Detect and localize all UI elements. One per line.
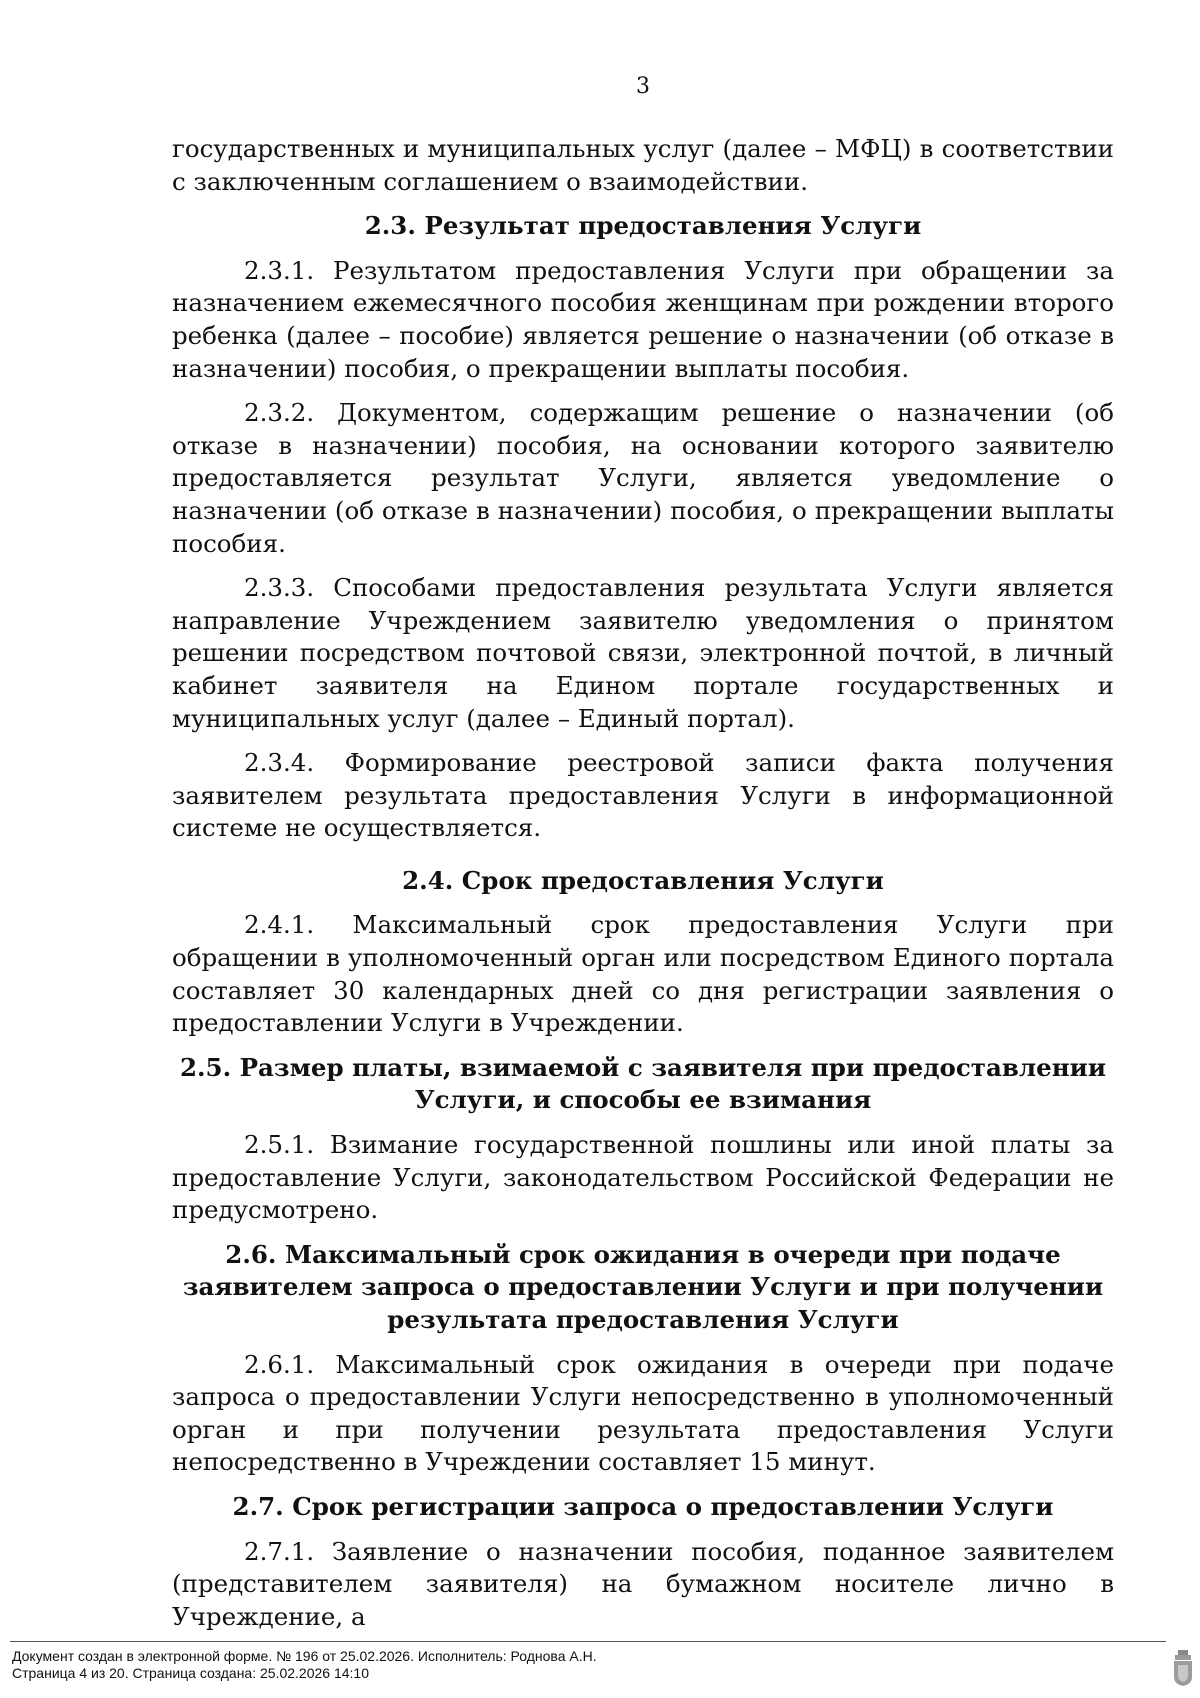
footer-line-1: Документ создан в электронной форме. № 196 от 25.02.2026. Исполнитель: Роднова А.Н. bbox=[12, 1648, 597, 1664]
paragraph-2-3-3: 2.3.3. Способами предоставления результата Услуги является направление Учреждением заявителю уведомления о принятом решении посредством почтовой связи, электронной почтой, в личный кабинет заявителя на Едином портале государственных и муниципальных услуг (далее – Единый портал). bbox=[172, 573, 1114, 733]
section-heading-2-3: 2.3. Результат предоставления Услуги bbox=[364, 211, 922, 241]
paragraph-2-5-1: 2.5.1. Взимание государственной пошлины или иной платы за предоставление Услуги, законодательством Российской Федерации не предусмотрено. bbox=[172, 1130, 1114, 1225]
footer-text bbox=[12, 1648, 597, 1682]
section-heading-2-5: 2.5. Размер платы, взимаемой с заявителя при предоставлении Услуги, и способы ее взимания bbox=[179, 1052, 1107, 1115]
coat-of-arms-icon bbox=[1172, 1649, 1194, 1687]
footer-divider bbox=[10, 1641, 1166, 1642]
section-heading-2-6: 2.6. Максимальный срок ожидания в очереди при подаче заявителем запроса о предоставлении Услуги и при получении результата предоставления Услуги bbox=[182, 1239, 1104, 1334]
section-heading-2-4: 2.4. Срок предоставления Услуги bbox=[402, 865, 884, 895]
paragraph-continuation: государственных и муниципальных услуг (далее – МФЦ) в соответствии с заключенным соглашением о взаимодействии. bbox=[172, 134, 1114, 196]
paragraph-2-4-1: 2.4.1. Максимальный срок предоставления Услуги при обращении в уполномоченный орган или посредством Единого портала составляет 30 календарных дней со дня регистрации заявления о предоставлении Услуги в Учреждении. bbox=[172, 910, 1114, 1038]
paragraph-2-3-2: 2.3.2. Документом, содержащим решение о назначении (об отказе в назначении) пособия, на основании которого заявителю предоставляется результат Услуги, является уведомление о назначении (об отказе в назначении) пособия, о прекращении выплаты пособия. bbox=[172, 398, 1114, 558]
paragraph-2-3-1: 2.3.1. Результатом предоставления Услуги при обращении за назначением ежемесячного пособия женщинам при рождении второго ребенка (далее – пособие) является решение о назначении (об отказе в назначении) пособия, о прекращении выплаты пособия. bbox=[172, 255, 1114, 383]
document-body bbox=[172, 133, 1114, 1633]
document-footer bbox=[0, 1641, 1200, 1698]
page-number: 3 bbox=[636, 74, 650, 99]
paragraph-2-6-1: 2.6.1. Максимальный срок ожидания в очереди при подаче запроса о предоставлении Услуги непосредственно в уполномоченный орган и при получении результата предоставления Услуги непосредственно в Учреждении составляет 15 минут. bbox=[172, 1349, 1114, 1477]
paragraph-2-3-4: 2.3.4. Формирование реестровой записи факта получения заявителем результата предоставления Услуги в информационной системе не осуществляется. bbox=[172, 748, 1114, 843]
paragraph-2-7-1: 2.7.1. Заявление о назначении пособия, поданное заявителем (представителем заявителя) на бумажном носителе лично в Учреждение, а bbox=[172, 1536, 1114, 1631]
footer-line-2: Страница 4 из 20. Страница создана: 25.02.2026 14:10 bbox=[12, 1665, 369, 1681]
section-heading-2-7: 2.7. Срок регистрации запроса о предоставлении Услуги bbox=[232, 1491, 1054, 1521]
